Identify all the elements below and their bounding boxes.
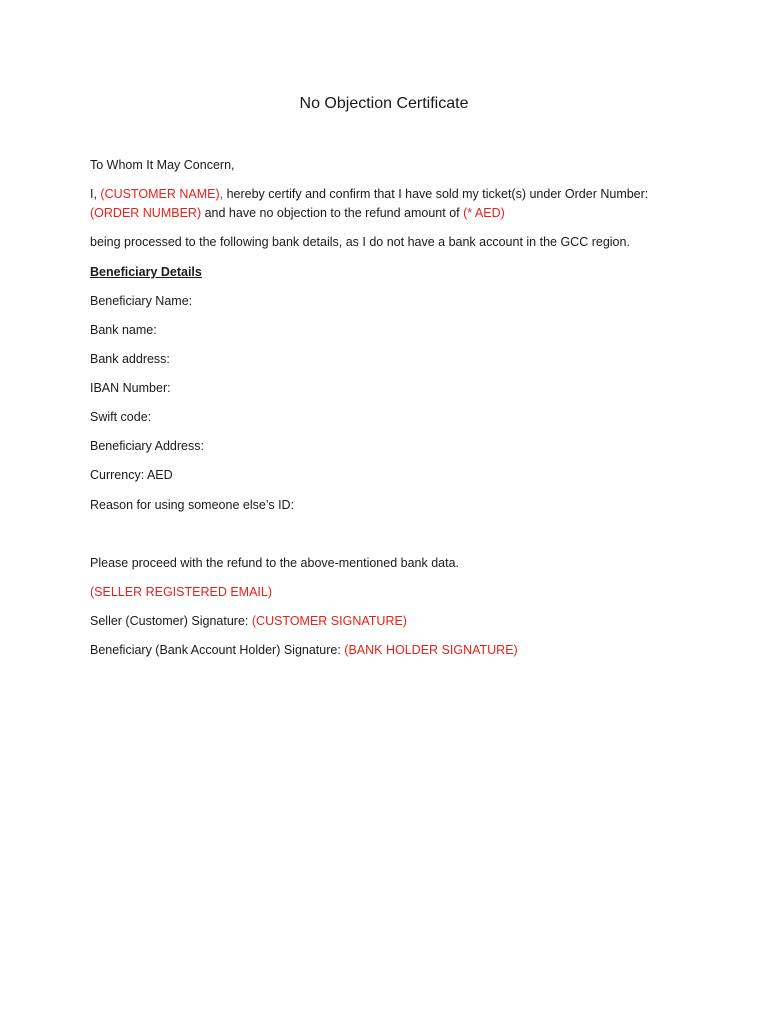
paragraph-certify-line-2 (90, 205, 690, 221)
seller-signature-line (90, 613, 690, 629)
beneficiary-signature-line (90, 642, 690, 658)
field-bank-address: Bank address: (90, 352, 170, 366)
field-bank-name: Bank name: (90, 323, 157, 337)
field-swift-code: Swift code: (90, 410, 152, 424)
paragraph-certify-text: hereby certify and confirm that I have sold my ticket(s) under Order Number: (223, 187, 649, 201)
customer-signature-placeholder: (CUSTOMER SIGNATURE) (251, 614, 407, 628)
beneficiary-details-heading: Beneficiary Details (90, 265, 202, 279)
field-reason: Reason for using someone else’s ID: (90, 498, 295, 512)
order-number-placeholder: (ORDER NUMBER) (90, 206, 202, 220)
paragraph-certify-line-1 (90, 186, 690, 202)
field-beneficiary-name: Beneficiary Name: (90, 294, 193, 308)
paragraph-prefix: I, (90, 187, 101, 201)
paragraph-refund-text: and have no objection to the refund amount of (201, 206, 464, 220)
seller-signature-label: Seller (Customer) Signature: (90, 614, 252, 628)
document-title: No Objection Certificate (299, 95, 469, 112)
customer-name-placeholder: (CUSTOMER NAME), (100, 187, 224, 201)
field-beneficiary-address: Beneficiary Address: (90, 439, 204, 453)
salutation: To Whom It May Concern, (90, 158, 235, 172)
proceed-text: Please proceed with the refund to the above-mentioned bank data. (90, 556, 460, 570)
field-iban-number: IBAN Number: (90, 381, 171, 395)
amount-placeholder: (* AED) (463, 206, 505, 220)
bank-holder-signature-placeholder: (BANK HOLDER SIGNATURE) (344, 643, 518, 657)
field-currency: Currency: AED (90, 468, 173, 482)
beneficiary-signature-label: Beneficiary (Bank Account Holder) Signature: (90, 643, 345, 657)
seller-email-placeholder: (SELLER REGISTERED EMAIL) (90, 585, 272, 599)
paragraph-bank-details: being processed to the following bank details, as I do not have a bank account in the GCC region. (90, 235, 630, 249)
